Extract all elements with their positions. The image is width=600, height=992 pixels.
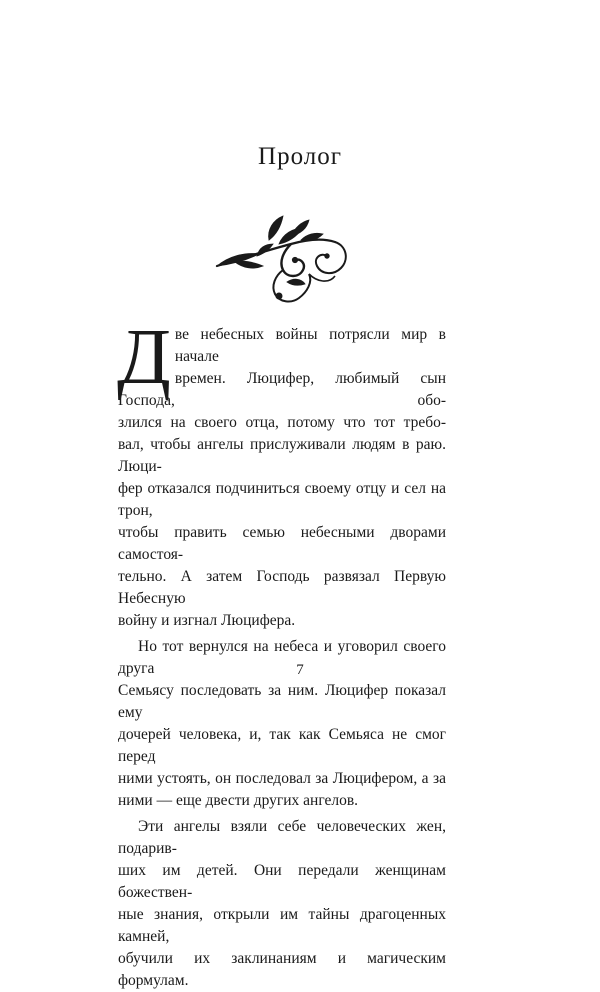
text-line: Но тот вернулся на небеса и уговорил своего друга: [118, 638, 446, 677]
paragraph-1: [117, 314, 446, 632]
text-line: ве небесных войны потрясли мир в начале: [174, 326, 446, 365]
text-line: обучили их заклинаниям и магическим формулам.: [118, 950, 446, 989]
text-line: чтобы править семью небесными дворами самостоя-: [118, 524, 446, 563]
floral-vine-ornament-icon: [213, 212, 353, 308]
text-line: ними — еще двести других ангелов.: [118, 792, 359, 809]
text-line: дочерей человека, и, так как Семьяса не смог перед: [118, 726, 446, 765]
chapter-text: [117, 314, 446, 992]
text-line: вал, чтобы ангелы прислуживали людям в раю. Люци-: [118, 436, 446, 475]
text-line: злился на своего отца, потому что тот требо-: [118, 414, 446, 431]
text-line: войну и изгнал Люцифера.: [118, 612, 296, 629]
chapter-title: Пролог: [258, 143, 342, 170]
text-line: Эти ангелы взяли себе человеческих жен, подарив-: [118, 818, 446, 857]
text-line: ные знания, открыли им тайны драгоценных камней,: [118, 906, 446, 945]
text-line: тельно. А затем Господь развязал Первую Небесную: [118, 568, 446, 607]
page-number: 7: [296, 662, 304, 678]
text-line: времен. Люцифер, любимый сын Господа, обо-: [118, 370, 446, 409]
text-line: фер отказался подчиниться своему отцу и сел на трон,: [118, 480, 446, 519]
text-line: ших им детей. Они передали женщинам божествен-: [118, 862, 446, 901]
drop-cap-letter: Д: [117, 314, 171, 401]
paragraph-3: [118, 816, 446, 992]
text-line: ними устоять, он последовал за Люцифером, а за: [118, 770, 446, 787]
text-line: Семьясу последовать за ним. Люцифер показал ему: [118, 682, 446, 721]
